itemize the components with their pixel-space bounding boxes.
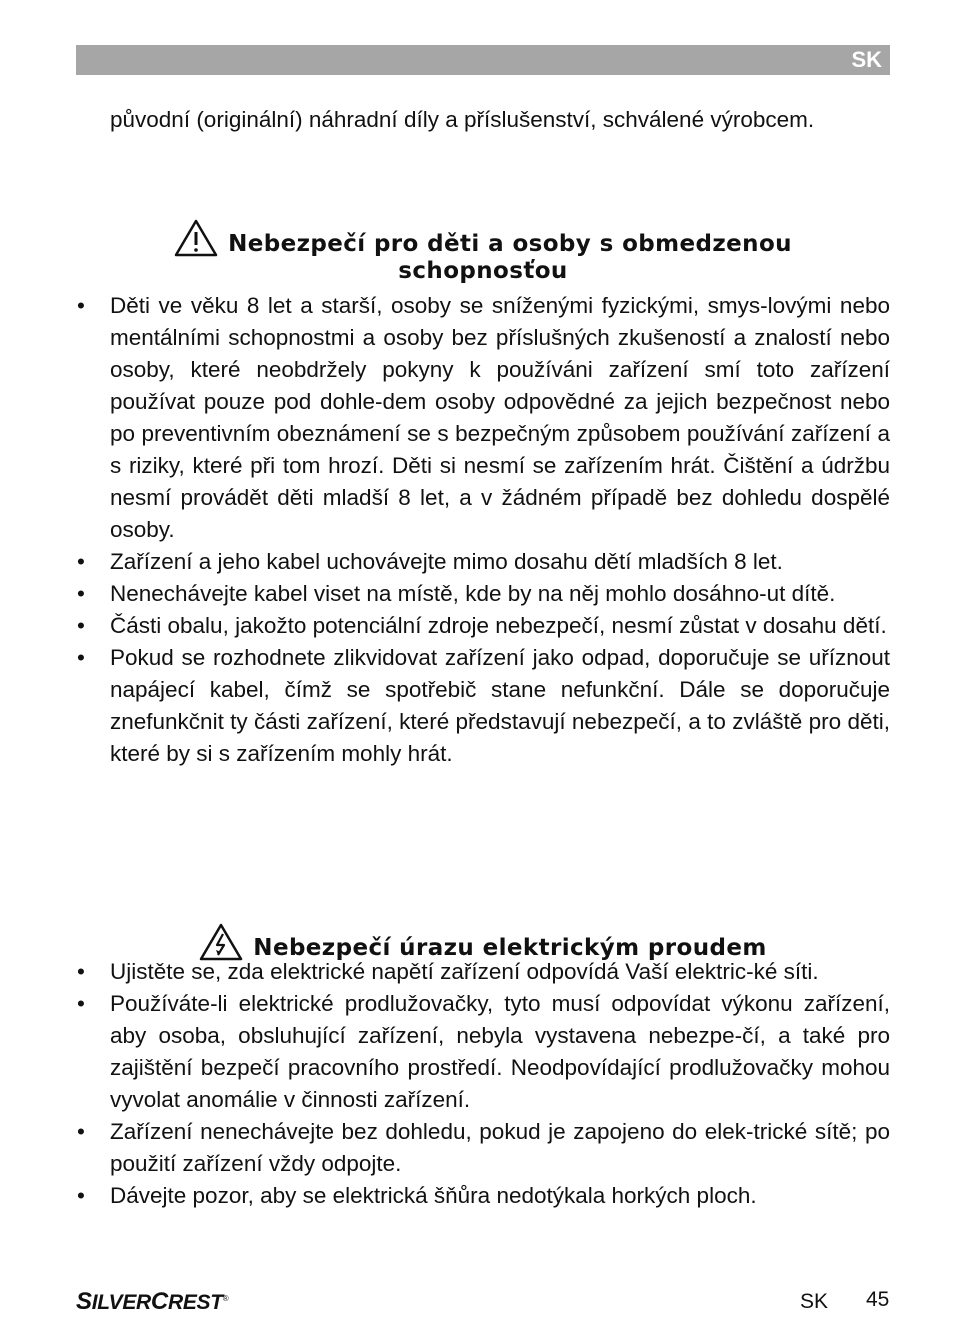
header-bar (76, 45, 890, 75)
list-item: • Děti ve věku 8 let a starší, osoby se sníženými fyzickými, smys-lovými nebo mentálními schopnostmi a osoby bez příslušných zkušeností a znalostí nebo osoby, které neobdržely pokyny k používáni zařízení smí toto zařízení používat pouze pod dohle-dem osoby odpovědné za jejich bezpečnost nebo po preventivním obeznámení se s bezpečným způsobem používání zařízení a s riziky, které při tom hrozí. Děti si nesmí se zařízením hrát. Čištění a údržbu nesmí provádět děti mladší 8 let, a v žádném případě bez dohledu dospělé osoby. (77, 293, 890, 542)
intro-paragraph: původní (originální) náhradní díly a příslušenství, schválené výrobcem. (110, 107, 815, 132)
brand-logo: SILVERCREST® (76, 1288, 229, 1315)
footer-language-code: SK (800, 1290, 829, 1313)
section1-title-line1: Nebezpečí pro děti a osoby s obmedzenou (228, 231, 792, 257)
list-item: • Části obalu, jakožto potenciální zdroje nebezpečí, nesmí zůstat v dosahu dětí. (77, 613, 887, 638)
list-item: • Pokud se rozhodnete zlikvidovat zařízení jako odpad, doporučuje se uříznout napájecí kabel, čímž se spotřebič stane nefunkční. Dále se doporučuje znefunkčnit ty části zařízení, které představují nebezpečí, a to zvláště pro děti, které by si s zařízením mohly hrát. (77, 645, 890, 766)
header-language-code: SK (851, 47, 882, 72)
list-item: • Ujistěte se, zda elektrické napětí zařízení odpovídá Vaší elektric-ké síti. (77, 959, 819, 984)
list-item: • Nenechávejte kabel viset na místě, kde by na něj mohlo dosáhno-ut dítě. (77, 581, 836, 606)
list-item: • Zařízení a jeho kabel uchovávejte mimo dosahu dětí mladších 8 let. (77, 549, 783, 574)
list-item: • Zařízení nenechávejte bez dohledu, pokud je zapojeno do elek-trické sítě; po použití zařízení vždy odpojte. (77, 1119, 890, 1176)
page-number: 45 (866, 1288, 890, 1311)
section2-bullet-list (0, 956, 890, 1212)
list-item: • Používáte-li elektrické prodlužovačky, tyto musí odpovídat výkonu zařízení, aby osoba, obsluhující zařízení, nebyla vystavena nebezpe-čí, a také pro zajištění bezpečí pracovního prostředí. Neodpovídající prodlužovačky mohou vyvolat anomálie v činnosti zařízení. (77, 991, 890, 1112)
section2-title: Nebezpečí úrazu elektrickým proudem (253, 935, 767, 961)
section1-title-line2: schopnosťou (398, 258, 568, 284)
section1-heading (76, 219, 890, 263)
warning-triangle-icon (174, 219, 218, 263)
section1-bullet-list (0, 290, 890, 770)
list-item: • Dávejte pozor, aby se elektrická šňůra nedotýkala horkých ploch. (77, 1183, 757, 1208)
